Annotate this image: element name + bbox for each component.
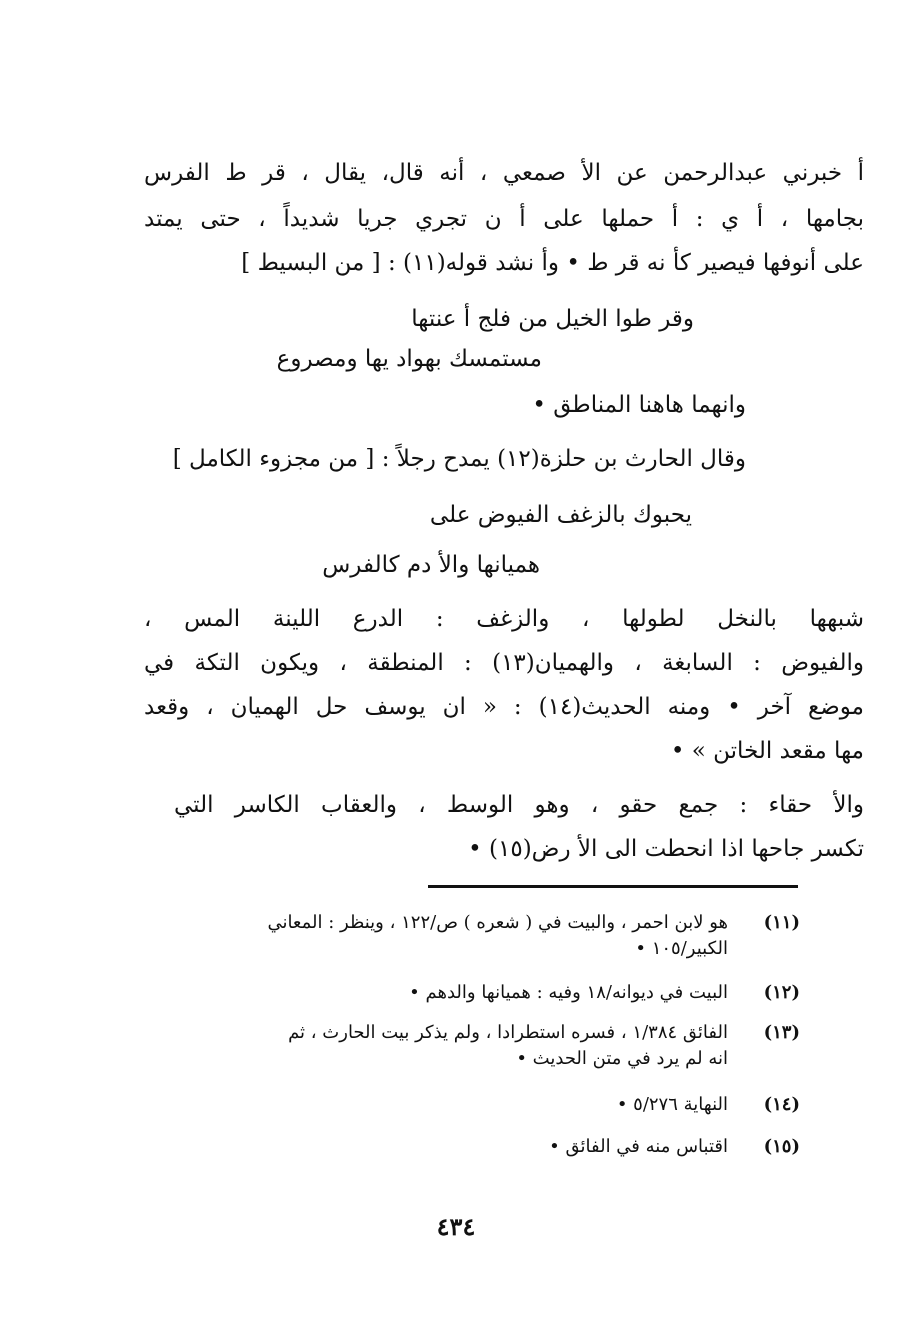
body-line: بجامها ، أ ي : أ حملها على أ ن تجري جريا شديداً ، حتى يمتد <box>144 206 864 232</box>
body-line: شبهها بالنخل لطولها ، والزغف : الدرع اللينة المس ، <box>144 606 864 632</box>
footnote-number: (١١) <box>763 912 800 933</box>
footnote-text: الكبير/١٠٥ • <box>635 938 728 959</box>
footnote-text: الفائق ١/٣٨٤ ، فسره استطرادا ، ولم يذكر بيت الحارث ، ثم <box>288 1022 728 1043</box>
body-line: والفيوض : السابغة ، والهميان(١٣) : المنطقة ، ويكون التكة في <box>144 650 864 676</box>
footnote-number: (١٣) <box>763 1022 800 1043</box>
footnote-number: (١٤) <box>763 1094 800 1115</box>
footnote-number: (١٢) <box>763 982 800 1003</box>
footnote-text: البيت في ديوانه/١٨ وفيه : هميانها والدهم • <box>409 982 728 1003</box>
footnote-text: النهاية ٥/٢٧٦ • <box>616 1094 728 1115</box>
verse-line: وانهما هاهنا المناطق • <box>532 392 746 418</box>
body-line: تكسر جاحها اذا انحطت الى الأ رض(١٥) • <box>468 836 864 862</box>
body-line: أ خبرني عبدالرحمن عن الأ صمعي ، أنه قال، يقال ، قر ط الفرس <box>144 160 864 186</box>
body-line: وقال الحارث بن حلزة(١٢) يمدح رجلاً : [ من مجزوء الكامل ] <box>172 446 746 472</box>
footnote-text: انه لم يرد في متن الحديث • <box>516 1048 728 1069</box>
verse-line: يحبوك بالزغف الفيوض على <box>429 502 692 528</box>
verse-line: مستمسك بهواد يها ومصروع <box>276 346 542 372</box>
body-line: على أنوفها فيصير كأ نه قر ط • وأ نشد قوله(١١) : [ من البسيط ] <box>241 250 864 276</box>
body-line: مها مقعد الخاتن » • <box>670 738 864 764</box>
page-number: ٤٣٤ <box>436 1212 476 1241</box>
body-line: موضع آخر • ومنه الحديث(١٤) : « ان يوسف حل الهميان ، وقعد <box>144 694 864 720</box>
footnote-text: هو لابن احمر ، والبيت في ( شعره ) ص/١٢٢ ، وينظر : المعاني <box>267 912 728 933</box>
body-line: والأ حقاء : جمع حقو ، وهو الوسط ، والعقاب الكاسر التي <box>174 792 864 818</box>
footnote-separator <box>428 885 798 888</box>
footnote-number: (١٥) <box>763 1136 800 1157</box>
footnote-text: اقتباس منه في الفائق • <box>549 1136 728 1157</box>
verse-line: هميانها والأ دم كالفرس <box>322 552 540 578</box>
verse-line: وقر طوا الخيل من فلج أ عنتها <box>411 306 694 332</box>
